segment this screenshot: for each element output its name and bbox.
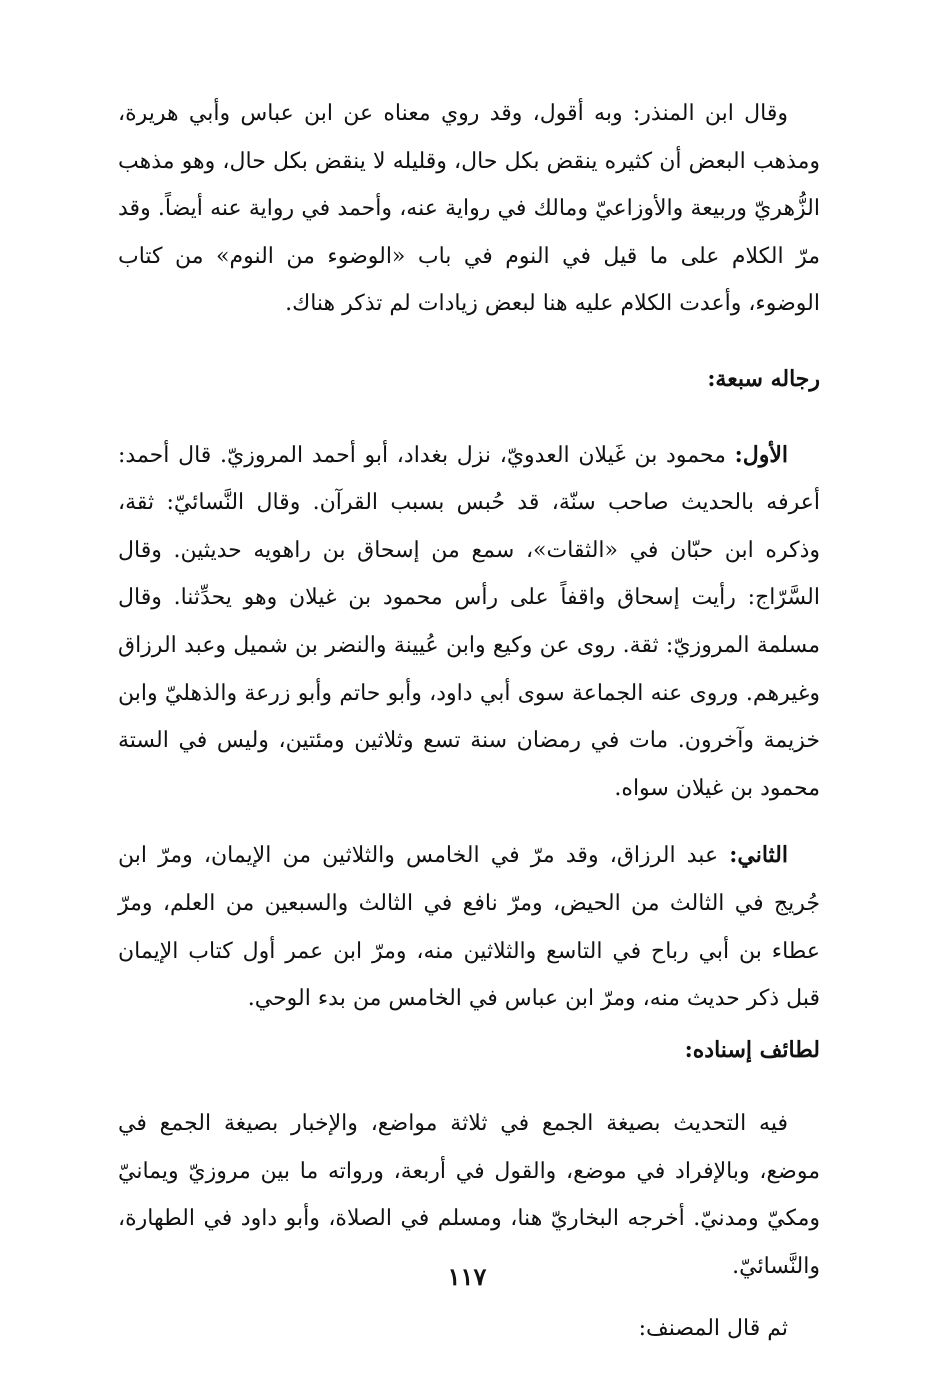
first-narrator-paragraph <box>118 432 820 813</box>
first-narrator-label: الأول: <box>734 441 788 468</box>
lataif-paragraph: فيه التحديث بصيغة الجمع في ثلاثة مواضع، والإخبار بصيغة الجمع في موضع، وبالإفراد في موضع، والقول في أربعة، ورواته ما بين مروزيّ ويمانيّ ومكيّ ومدنيّ. أخرجه البخاريّ هنا، ومسلم في الصلاة، وأبو داود في الطهارة، والنَّسائيّ. <box>118 1111 820 1280</box>
lataif-heading: لطائف إسناده: <box>684 1036 820 1063</box>
page-body <box>118 90 820 1352</box>
intro-paragraph: وقال ابن المنذر: وبه أقول، وقد روي معناه عن ابن عباس وأبي هريرة، ومذهب البعض أن كثيره ينقض بكل حال، وقليله لا ينقض بكل حال، وهو مذهب الزُّهريّ وربيعة والأوزاعيّ ومالك في رواية عنه، وأحمد في رواية عنه أيضاً. وقد مرّ الكلام على ما قيل في النوم في باب «الوضوء من النوم» من كتاب الوضوء، وأعدت الكلام عليه هنا لبعض زيادات لم تذكر هناك. <box>118 101 820 317</box>
second-narrator-paragraph <box>118 832 820 1022</box>
second-narrator-text: عبد الرزاق، وقد مرّ في الخامس والثلاثين من الإيمان، ومرّ ابن جُريج في الثالث من الحيض، ومرّ نافع في الثالث والسبعين من العلم، ومرّ عطاء بن أبي رباح في التاسع والثلاثين منه، ومرّ ابن عمر أول كتاب الإيمان قبل ذكر حديث منه، ومرّ ابن عباس في الخامس من بدء الوحي. <box>118 843 820 1012</box>
second-narrator-label: الثاني: <box>729 842 788 869</box>
page-number: ١١٧ <box>447 1262 487 1291</box>
closing-line: ثم قال المصنف: <box>638 1315 788 1341</box>
first-narrator-text: محمود بن غَيلان العدويّ، نزل بغداد، أبو أحمد المروزيّ. قال أحمد: أعرفه بالحديث صاحب سنّة، قد حُبس بسبب القرآن. وقال النَّسائيّ: ثقة، وذكره ابن حبّان في «الثقات»، سمع من إسحاق بن راهويه حديثين. وقال السَّرّاج: رأيت إسحاق واقفاً على رأس محمود بن غيلان وهو يحدِّثنا. وقال مسلمة المروزيّ: ثقة. روى عن وكيع وابن عُيينة والنضر بن شميل وعبد الرزاق وغيرهم. وروى عنه الجماعة سوى أبي داود، وأبو حاتم وأبو زرعة والذهليّ وابن خزيمة وآخرون. مات في رمضان سنة تسع وثلاثين ومئتين، وليس في الستة محمود بن غيلان سواه. <box>118 442 820 801</box>
rijal-heading: رجاله سبعة: <box>707 365 820 392</box>
